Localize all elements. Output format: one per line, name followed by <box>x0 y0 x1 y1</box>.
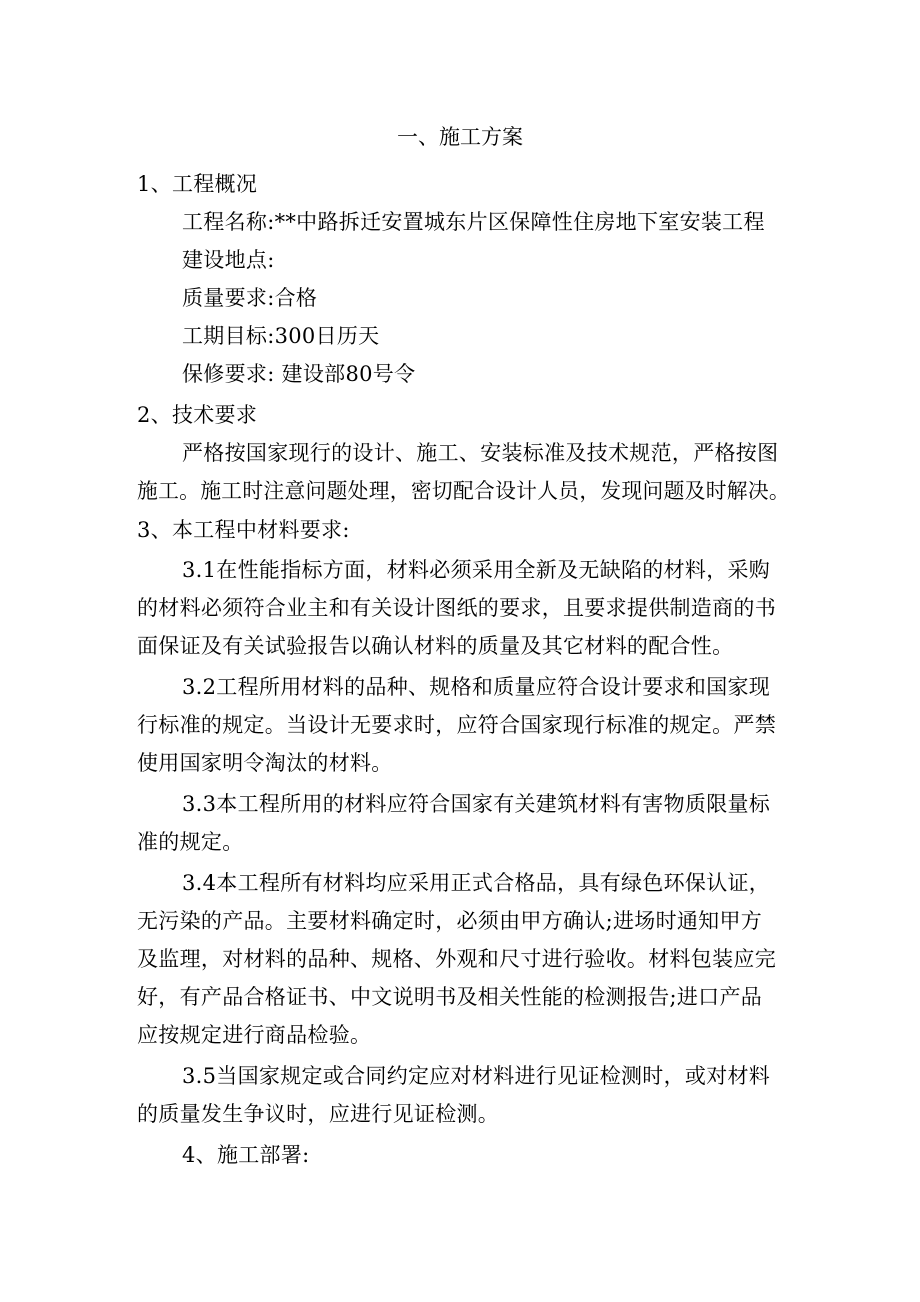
section-4-heading: 4、施工部署: <box>182 1143 310 1167</box>
tech-requirement-line-1: 严格按国家现行的设计、施工、安装标准及技术规范，严格按图 <box>182 441 779 465</box>
paragraph-3-4-line-5: 应按规定进行商品检验。 <box>137 1023 372 1047</box>
paragraph-3-1-line-3: 面保证及有关试验报告以确认材料的质量及其它材料的配合性。 <box>137 634 734 658</box>
paragraph-3-4-line-4: 好，有产品合格证书、中文说明书及相关性能的检测报告;进口产品 <box>137 985 763 1009</box>
schedule-target-line: 工期目标:300日历天 <box>182 324 380 348</box>
paragraph-3-5-line-1: 3.5当国家规定或合同约定应对材料进行见证检测时，或对材料 <box>182 1064 771 1088</box>
paragraph-3-4-line-1: 3.4本工程所有材料均应采用正式合格品，具有绿色环保认证， <box>182 871 771 895</box>
paragraph-3-1-line-1: 3.1在性能指标方面，材料必须采用全新及无缺陷的材料，采购 <box>182 558 771 582</box>
paragraph-3-3-line-2: 准的规定。 <box>137 830 244 854</box>
section-1-heading: 1、工程概况 <box>137 172 258 196</box>
section-3-heading: 3、本工程中材料要求: <box>137 518 350 542</box>
paragraph-3-4-line-3: 及监理，对材料的品种、规格、外观和尺寸进行验收。材料包装应完 <box>137 947 776 971</box>
paragraph-3-2-line-3: 使用国家明令淘汰的材料。 <box>137 751 393 775</box>
document-title: 一、施工方案 <box>397 125 523 149</box>
paragraph-3-2-line-2: 行标准的规定。当设计无要求时，应符合国家现行标准的规定。严禁 <box>137 713 776 737</box>
project-location-line: 建设地点: <box>182 248 275 272</box>
tech-requirement-line-2: 施工。施工时注意问题处理，密切配合设计人员，发现问题及时解决。 <box>137 479 790 503</box>
paragraph-3-3-line-1: 3.3本工程所用的材料应符合国家有关建筑材料有害物质限量标 <box>182 792 771 816</box>
paragraph-3-4-line-2: 无污染的产品。主要材料确定时，必须由甲方确认;进场时通知甲方 <box>137 909 763 933</box>
warranty-requirement-line: 保修要求: 建设部80号令 <box>182 362 416 386</box>
paragraph-3-5-line-2: 的质量发生争议时，应进行见证检测。 <box>137 1102 500 1126</box>
paragraph-3-2-line-1: 3.2工程所用材料的品种、规格和质量应符合设计要求和国家现 <box>182 675 771 699</box>
quality-requirement-line: 质量要求:合格 <box>182 286 318 310</box>
paragraph-3-1-line-2: 的材料必须符合业主和有关设计图纸的要求，且要求提供制造商的书 <box>137 596 776 620</box>
section-2-heading: 2、技术要求 <box>137 403 258 427</box>
project-name-line: 工程名称:**中路拆迁安置城东片区保障性住房地下室安装工程 <box>182 210 765 234</box>
